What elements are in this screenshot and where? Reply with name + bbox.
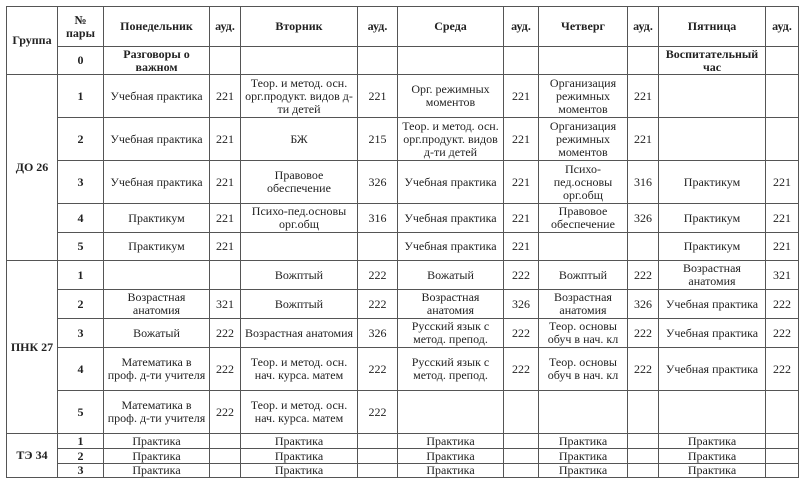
room-cell: 321: [766, 261, 799, 290]
room-cell: [358, 233, 398, 261]
schedule-row: [7, 118, 799, 161]
pair-number-header: № пары: [58, 7, 104, 47]
room-cell: 222: [210, 348, 241, 391]
room-cell: 221: [504, 118, 539, 161]
room-header: ауд.: [504, 7, 539, 47]
room-cell: [210, 261, 241, 290]
room-cell: 222: [504, 319, 539, 348]
schedule-cell: [398, 47, 504, 75]
schedule-cell: Учебная практика: [104, 161, 210, 204]
schedule-cell: Возрастная анатомия: [539, 290, 628, 319]
room-cell: [628, 434, 659, 449]
schedule-cell: Возрастная анатомия: [104, 290, 210, 319]
schedule-cell: Практика: [104, 434, 210, 449]
room-cell: [628, 449, 659, 464]
room-cell: [628, 233, 659, 261]
room-cell: [628, 391, 659, 434]
room-cell: 222: [504, 261, 539, 290]
schedule-cell: Практика: [104, 449, 210, 464]
room-cell: [210, 464, 241, 478]
schedule-cell: [241, 233, 358, 261]
room-cell: 222: [358, 391, 398, 434]
schedule-cell: Учебная практика: [398, 233, 504, 261]
schedule-table: [6, 6, 799, 478]
room-cell: 221: [766, 204, 799, 233]
schedule-cell: Психо-пед.основы орг.общ: [241, 204, 358, 233]
room-cell: [766, 464, 799, 478]
schedule-cell: Практика: [659, 449, 766, 464]
group-header: Группа: [7, 7, 58, 75]
schedule-cell: Организация режимных моментов: [539, 118, 628, 161]
room-cell: 316: [358, 204, 398, 233]
schedule-row: [7, 161, 799, 204]
room-cell: [628, 47, 659, 75]
schedule-cell: Возрастная анатомия: [398, 290, 504, 319]
room-cell: 326: [628, 290, 659, 319]
room-header: ауд.: [628, 7, 659, 47]
schedule-cell: Разговоры о важном: [104, 47, 210, 75]
room-cell: 222: [766, 319, 799, 348]
pair-number: 3: [58, 464, 104, 478]
room-cell: [504, 449, 539, 464]
schedule-cell: Русский язык с метод. препод.: [398, 319, 504, 348]
room-cell: 326: [628, 204, 659, 233]
room-cell: 221: [210, 204, 241, 233]
room-cell: 222: [766, 290, 799, 319]
schedule-cell: Возрастная анатомия: [659, 261, 766, 290]
schedule-row: [7, 319, 799, 348]
schedule-cell: Практикум: [659, 233, 766, 261]
schedule-row: [7, 449, 799, 464]
schedule-row: [7, 434, 799, 449]
schedule-cell: Практика: [659, 464, 766, 478]
schedule-cell: Учебная практика: [659, 290, 766, 319]
schedule-row: [7, 464, 799, 478]
room-cell: [504, 434, 539, 449]
room-cell: 221: [504, 75, 539, 118]
schedule-cell: Теор. и метод. осн. нач. курса. матем: [241, 348, 358, 391]
room-cell: 222: [504, 348, 539, 391]
room-cell: [504, 391, 539, 434]
schedule-cell: Теор. и метод. осн. нач. курса. матем: [241, 391, 358, 434]
room-cell: [358, 449, 398, 464]
schedule-cell: [659, 391, 766, 434]
schedule-cell: [659, 75, 766, 118]
room-cell: 222: [628, 348, 659, 391]
room-cell: [358, 47, 398, 75]
pair-number: 4: [58, 348, 104, 391]
schedule-cell: Математика в проф. д-ти учителя: [104, 391, 210, 434]
room-cell: 222: [628, 319, 659, 348]
room-cell: [766, 391, 799, 434]
group-name: ПНК 27: [7, 261, 58, 434]
schedule-cell: Теор. основы обуч в нач. кл: [539, 319, 628, 348]
schedule-cell: Теор. и метод. осн. орг.продукт. видов д-ти детей: [241, 75, 358, 118]
schedule-cell: [398, 391, 504, 434]
schedule-cell: Воспитательный час: [659, 47, 766, 75]
room-cell: 222: [210, 391, 241, 434]
schedule-cell: Психо-пед.основы орг.общ: [539, 161, 628, 204]
schedule-cell: Практика: [398, 434, 504, 449]
schedule-cell: БЖ: [241, 118, 358, 161]
schedule-cell: Практика: [659, 434, 766, 449]
schedule-cell: [104, 261, 210, 290]
room-cell: [766, 434, 799, 449]
room-cell: 221: [504, 161, 539, 204]
schedule-cell: Учебная практика: [104, 75, 210, 118]
room-cell: 321: [210, 290, 241, 319]
schedule-cell: Практика: [241, 464, 358, 478]
schedule-row: [7, 261, 799, 290]
group-name: ДО 26: [7, 75, 58, 261]
schedule-row: [7, 391, 799, 434]
room-cell: 222: [358, 261, 398, 290]
room-cell: 316: [628, 161, 659, 204]
room-cell: 326: [504, 290, 539, 319]
room-cell: 221: [210, 75, 241, 118]
room-cell: 222: [358, 290, 398, 319]
room-cell: [210, 47, 241, 75]
schedule-cell: Практикум: [104, 204, 210, 233]
schedule-row: [7, 204, 799, 233]
room-header: ауд.: [210, 7, 241, 47]
room-cell: [504, 464, 539, 478]
room-cell: 221: [504, 233, 539, 261]
friday-header: Пятница: [659, 7, 766, 47]
schedule-cell: Учебная практика: [398, 161, 504, 204]
room-cell: [766, 118, 799, 161]
room-cell: [210, 434, 241, 449]
pair-number: 3: [58, 319, 104, 348]
room-cell: 221: [766, 161, 799, 204]
room-cell: 221: [628, 118, 659, 161]
schedule-cell: [659, 118, 766, 161]
room-cell: 221: [210, 161, 241, 204]
schedule-cell: Правовое обеспечение: [241, 161, 358, 204]
room-cell: 221: [628, 75, 659, 118]
pair-number: 5: [58, 391, 104, 434]
monday-header: Понедельник: [104, 7, 210, 47]
header-row: [7, 7, 799, 47]
room-cell: [358, 464, 398, 478]
room-cell: [766, 75, 799, 118]
room-cell: 326: [358, 319, 398, 348]
pair-number: 3: [58, 161, 104, 204]
row-zero: [7, 47, 799, 75]
pair-number: 4: [58, 204, 104, 233]
schedule-cell: Вожатый: [398, 261, 504, 290]
schedule-cell: Практикум: [659, 161, 766, 204]
schedule-cell: Практика: [539, 449, 628, 464]
group-name: ТЭ 34: [7, 434, 58, 478]
schedule-cell: Вожптый: [241, 290, 358, 319]
schedule-cell: Практика: [539, 464, 628, 478]
schedule-cell: [539, 391, 628, 434]
room-header: ауд.: [358, 7, 398, 47]
room-cell: [766, 47, 799, 75]
room-cell: 221: [504, 204, 539, 233]
schedule-cell: Практика: [104, 464, 210, 478]
room-cell: [210, 449, 241, 464]
room-cell: 215: [358, 118, 398, 161]
schedule-cell: [241, 47, 358, 75]
room-cell: 221: [358, 75, 398, 118]
schedule-cell: Практикум: [659, 204, 766, 233]
schedule-cell: Учебная практика: [398, 204, 504, 233]
schedule-cell: Практика: [241, 449, 358, 464]
thursday-header: Четверг: [539, 7, 628, 47]
schedule-cell: Теор. основы обуч в нач. кл: [539, 348, 628, 391]
room-cell: [766, 449, 799, 464]
pair-number: 1: [58, 75, 104, 118]
room-cell: 222: [358, 348, 398, 391]
room-header: ауд.: [766, 7, 799, 47]
pair-number: 2: [58, 290, 104, 319]
schedule-cell: Практика: [398, 464, 504, 478]
room-cell: 221: [210, 233, 241, 261]
pair-number: 2: [58, 118, 104, 161]
room-cell: 221: [766, 233, 799, 261]
schedule-cell: [539, 47, 628, 75]
schedule-cell: Учебная практика: [659, 319, 766, 348]
wednesday-header: Среда: [398, 7, 504, 47]
room-cell: 222: [628, 261, 659, 290]
schedule-cell: Орг. режимных моментов: [398, 75, 504, 118]
schedule-cell: Русский язык с метод. препод.: [398, 348, 504, 391]
pair-number: 1: [58, 261, 104, 290]
schedule-cell: Учебная практика: [659, 348, 766, 391]
pair-number: 5: [58, 233, 104, 261]
room-cell: [358, 434, 398, 449]
schedule-cell: Практика: [398, 449, 504, 464]
schedule-row: [7, 233, 799, 261]
schedule-row: [7, 348, 799, 391]
schedule-cell: Теор. и метод. осн. орг.продукт. видов д-ти детей: [398, 118, 504, 161]
schedule-cell: Практикум: [104, 233, 210, 261]
schedule-cell: Вожатый: [104, 319, 210, 348]
schedule-row: [7, 75, 799, 118]
schedule-cell: Учебная практика: [104, 118, 210, 161]
room-cell: 222: [766, 348, 799, 391]
schedule-row: [7, 290, 799, 319]
schedule-cell: Математика в проф. д-ти учителя: [104, 348, 210, 391]
schedule-cell: [539, 233, 628, 261]
schedule-cell: Вожптый: [241, 261, 358, 290]
schedule-cell: Практика: [241, 434, 358, 449]
room-cell: [628, 464, 659, 478]
pair-number: 0: [58, 47, 104, 75]
room-cell: 222: [210, 319, 241, 348]
pair-number: 2: [58, 449, 104, 464]
room-cell: 326: [358, 161, 398, 204]
pair-number: 1: [58, 434, 104, 449]
schedule-cell: Возрастная анатомия: [241, 319, 358, 348]
tuesday-header: Вторник: [241, 7, 358, 47]
schedule-cell: Организация режимных моментов: [539, 75, 628, 118]
room-cell: [504, 47, 539, 75]
schedule-cell: Практика: [539, 434, 628, 449]
schedule-cell: Правовое обеспечение: [539, 204, 628, 233]
room-cell: 221: [210, 118, 241, 161]
schedule-cell: Вожптый: [539, 261, 628, 290]
